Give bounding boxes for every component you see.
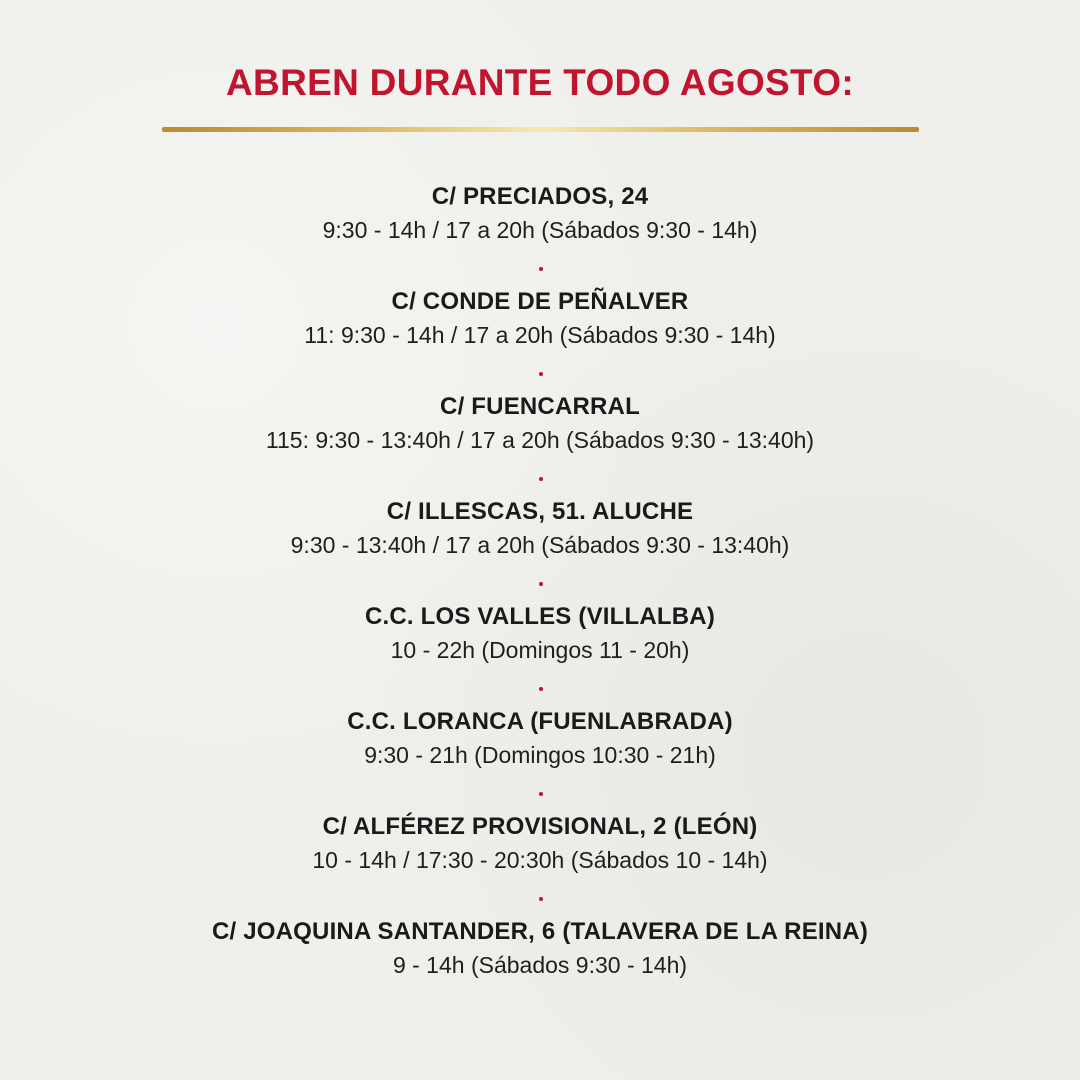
page-title: ABREN DURANTE TODO AGOSTO:	[226, 62, 854, 103]
store-item-los-valles	[0, 600, 1080, 705]
separator-dot	[539, 792, 543, 796]
store-hours: 11: 9:30 - 14h / 17 a 20h (Sábados 9:30 - 14h)	[304, 322, 776, 348]
separator-dot	[539, 687, 543, 691]
store-name: C/ ILLESCAS, 51. ALUCHE	[386, 498, 694, 525]
store-hours: 10 - 22h (Domingos 11 - 20h)	[390, 637, 690, 663]
store-name: C/ CONDE DE PEÑALVER	[391, 288, 689, 315]
store-item-conde-de-penalver	[0, 285, 1080, 390]
store-item-illescas	[0, 495, 1080, 600]
store-hours: 10 - 14h / 17:30 - 20:30h (Sábados 10 - 14h)	[312, 847, 768, 873]
store-hours: 9 - 14h (Sábados 9:30 - 14h)	[392, 952, 688, 978]
store-name: C/ ALFÉREZ PROVISIONAL, 2 (LEÓN)	[322, 813, 758, 840]
store-hours: 9:30 - 14h / 17 a 20h (Sábados 9:30 - 14h)	[322, 217, 758, 243]
separator-dot	[539, 582, 543, 586]
store-hours: 9:30 - 13:40h / 17 a 20h (Sábados 9:30 - 13:40h)	[290, 532, 790, 558]
store-item-preciados	[0, 180, 1080, 285]
store-hours: 9:30 - 21h (Domingos 10:30 - 21h)	[364, 742, 716, 768]
separator-dot	[539, 477, 543, 481]
store-item-loranca	[0, 705, 1080, 810]
store-name: C/ PRECIADOS, 24	[431, 183, 649, 210]
gold-divider	[162, 127, 919, 132]
store-list	[0, 180, 1080, 1020]
store-name: C.C. LORANCA (FUENLABRADA)	[347, 708, 733, 735]
store-name: C.C. LOS VALLES (VILLALBA)	[364, 603, 716, 630]
separator-dot	[539, 897, 543, 901]
store-item-joaquina-santander	[0, 915, 1080, 1020]
store-item-alferez-provisional	[0, 810, 1080, 915]
store-hours: 115: 9:30 - 13:40h / 17 a 20h (Sábados 9:30 - 13:40h)	[265, 427, 815, 453]
separator-dot	[539, 267, 543, 271]
separator-dot	[539, 372, 543, 376]
store-item-fuencarral	[0, 390, 1080, 495]
store-name: C/ JOAQUINA SANTANDER, 6 (TALAVERA DE LA REINA)	[211, 918, 869, 945]
store-name: C/ FUENCARRAL	[440, 393, 640, 420]
